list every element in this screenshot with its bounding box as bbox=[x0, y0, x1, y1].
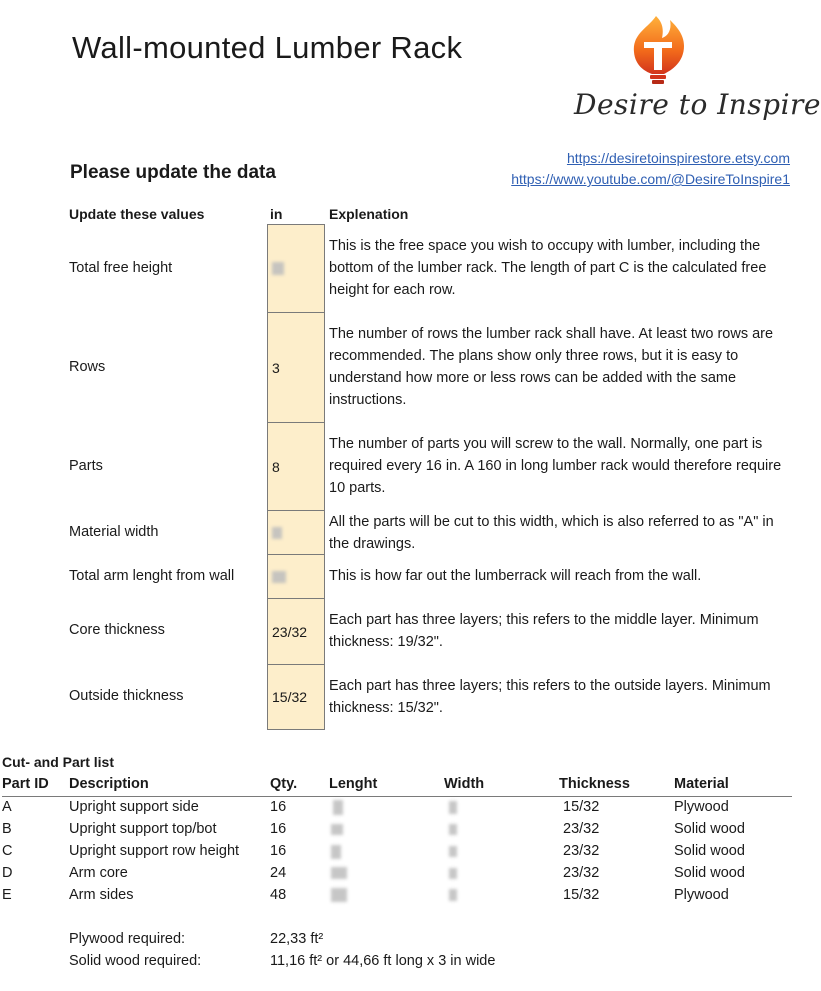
page-title: Wall-mounted Lumber Rack bbox=[72, 30, 463, 65]
part-qty: 16 bbox=[270, 843, 287, 859]
part-material: Solid wood bbox=[674, 843, 745, 859]
rows-input[interactable] bbox=[267, 312, 325, 422]
part-description: Upright support top/bot bbox=[69, 821, 217, 837]
rows-label: Rows bbox=[69, 359, 106, 375]
part-id: E bbox=[2, 887, 12, 903]
part-material: Plywood bbox=[674, 799, 729, 815]
outside-thickness-label: Outside thickness bbox=[69, 688, 184, 704]
material-width-explanation: All the parts will be cut to this width, which is also referred to as "A" in the drawings. bbox=[329, 514, 774, 552]
redacted-width bbox=[449, 846, 457, 857]
unit-column-header: in bbox=[270, 206, 283, 222]
table-divider bbox=[2, 796, 792, 797]
total-free-height-explanation: This is the free space you wish to occupy with lumber, including the bottom of the lumber rack. The length of part C is the calculated free height for each row. bbox=[329, 238, 767, 298]
part-thickness: 23/32 bbox=[563, 865, 600, 881]
material-header: Material bbox=[674, 776, 729, 792]
part-description: Arm sides bbox=[69, 887, 134, 903]
part-qty: 48 bbox=[270, 887, 287, 903]
part-material: Plywood bbox=[674, 887, 729, 903]
external-links bbox=[511, 148, 790, 190]
redacted-length bbox=[333, 800, 343, 815]
solid-wood-required-label: Solid wood required: bbox=[69, 953, 202, 969]
rows-explanation: The number of rows the lumber rack shall have. At least two rows are recommended. The plans show only three rows, but it is easy to understand how more or less rows can be added with the same instructions. bbox=[329, 326, 774, 408]
arm-length-explanation: This is how far out the lumberrack will reach from the wall. bbox=[329, 568, 702, 584]
total-free-height-label: Total free height bbox=[69, 260, 173, 276]
redacted-width bbox=[449, 801, 457, 814]
redacted-length bbox=[331, 824, 343, 835]
parts-label: Parts bbox=[69, 458, 103, 474]
core-thickness-explanation: Each part has three layers; this refers to the middle layer. Minimum thickness: 19/32". bbox=[329, 612, 759, 650]
youtube-channel-link[interactable]: https://www.youtube.com/@DesireToInspire1 bbox=[511, 171, 790, 187]
outside-thickness-explanation: Each part has three layers; this refers to the outside layers. Minimum thickness: 15/32". bbox=[329, 678, 771, 716]
plywood-required-value: 22,33 ft² bbox=[270, 931, 324, 947]
flame-lightbulb-logo-icon bbox=[622, 12, 694, 86]
redacted-length bbox=[331, 888, 347, 902]
plywood-required-label: Plywood required: bbox=[69, 931, 186, 947]
outside-thickness-value: 15/32 bbox=[272, 689, 308, 705]
parts-value: 8 bbox=[272, 458, 280, 475]
part-id: D bbox=[2, 865, 13, 881]
brand-name: Desire to Inspire bbox=[574, 88, 821, 121]
part-thickness: 15/32 bbox=[563, 799, 600, 815]
redacted-width bbox=[449, 868, 457, 879]
core-thickness-value: 23/32 bbox=[272, 623, 308, 640]
redacted-length bbox=[331, 867, 347, 879]
part-description: Upright support row height bbox=[69, 843, 240, 859]
part-material: Solid wood bbox=[674, 821, 745, 837]
part-qty: 16 bbox=[270, 821, 287, 837]
part-id: B bbox=[2, 821, 12, 837]
part-id-header: Part ID bbox=[2, 776, 49, 792]
etsy-store-link[interactable]: https://desiretoinspirestore.etsy.com bbox=[566, 150, 790, 166]
arm-length-label: Total arm lenght from wall bbox=[69, 568, 235, 584]
part-thickness: 23/32 bbox=[563, 843, 600, 859]
part-id: C bbox=[2, 843, 13, 859]
core-thickness-input[interactable] bbox=[267, 598, 325, 664]
rows-value: 3 bbox=[272, 359, 280, 376]
part-thickness: 23/32 bbox=[563, 821, 600, 837]
part-qty: 24 bbox=[270, 865, 287, 881]
form-heading: Please update the data bbox=[70, 162, 276, 183]
core-thickness-label: Core thickness bbox=[69, 622, 165, 638]
redacted-length bbox=[331, 845, 341, 859]
description-header: Description bbox=[69, 776, 149, 792]
width-header: Width bbox=[444, 776, 485, 792]
material-width-label: Material width bbox=[69, 524, 159, 540]
redacted-value bbox=[272, 262, 284, 275]
thickness-header: Thickness bbox=[559, 776, 630, 792]
redacted-width bbox=[449, 824, 457, 835]
redacted-value bbox=[272, 571, 286, 583]
redacted-width bbox=[449, 889, 457, 901]
part-id: A bbox=[2, 799, 12, 815]
explanation-column-header: Explenation bbox=[329, 206, 409, 222]
qty-header: Qty. bbox=[270, 776, 298, 792]
outside-thickness-input[interactable] bbox=[267, 664, 325, 730]
arm-length-input[interactable] bbox=[267, 554, 325, 598]
length-header: Lenght bbox=[329, 776, 378, 792]
part-material: Solid wood bbox=[674, 865, 745, 881]
parts-explanation: The number of parts you will screw to the wall. Normally, one part is required every 16 in. A 160 in long lumber rack would therefore require 10 parts. bbox=[329, 436, 782, 496]
part-qty: 16 bbox=[270, 799, 287, 815]
material-width-input[interactable] bbox=[267, 510, 325, 554]
part-thickness: 15/32 bbox=[563, 887, 600, 903]
part-description: Arm core bbox=[69, 865, 128, 881]
solid-wood-required-value: 11,16 ft² or 44,66 ft long x 3 in wide bbox=[270, 953, 496, 969]
parts-input[interactable] bbox=[267, 422, 325, 510]
values-column-header: Update these values bbox=[69, 206, 205, 222]
redacted-value bbox=[272, 527, 282, 539]
parts-list-title: Cut- and Part list bbox=[2, 754, 115, 770]
total-free-height-input[interactable] bbox=[267, 224, 325, 312]
part-description: Upright support side bbox=[69, 799, 199, 815]
